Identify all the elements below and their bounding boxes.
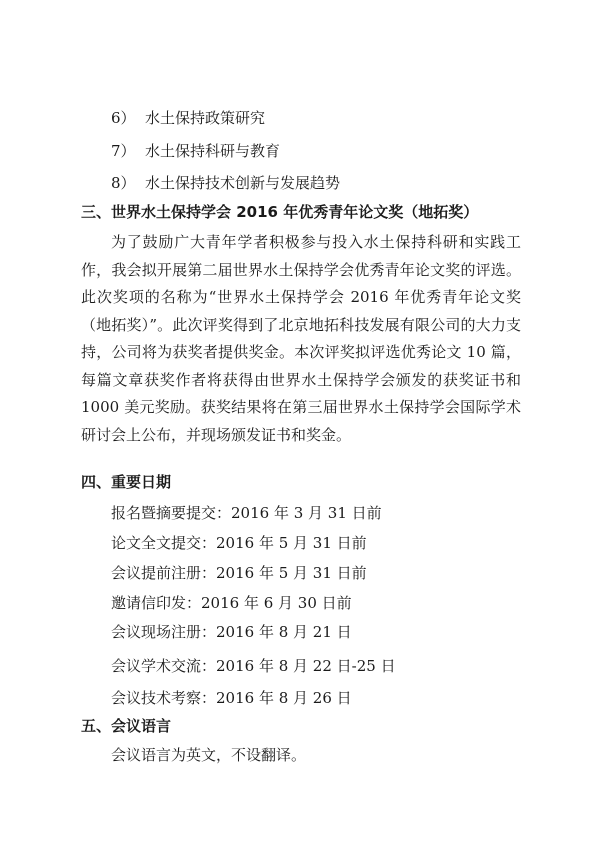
date-item: 报名暨摘要提交：2016 年 3 月 31 日前 — [111, 504, 382, 522]
date-item: 会议现场注册：2016 年 8 月 21 日 — [111, 623, 352, 641]
language-text: 会议语言为英文，不设翻译。 — [111, 746, 307, 764]
topic-number: 8） — [111, 174, 136, 192]
topic-number: 6） — [111, 109, 136, 127]
topic-text: 水土保持技术创新与发展趋势 — [145, 174, 341, 192]
date-item: 论文全文提交：2016 年 5 月 31 日前 — [111, 534, 367, 552]
topic-item — [111, 108, 265, 128]
topic-text: 水土保持科研与教育 — [145, 142, 281, 160]
section-heading-award: 三、世界水土保持学会 2016 年优秀青年论文奖（地拓奖） — [81, 203, 479, 221]
topic-text: 水土保持政策研究 — [145, 109, 266, 127]
section-heading-dates: 四、重要日期 — [81, 473, 172, 491]
topic-number: 7） — [111, 142, 136, 160]
date-item: 会议技术考察：2016 年 8 月 26 日 — [111, 689, 352, 707]
date-item: 会议学术交流：2016 年 8 月 22 日-25 日 — [111, 657, 396, 675]
topic-item — [111, 173, 340, 193]
date-item: 会议提前注册：2016 年 5 月 31 日前 — [111, 564, 367, 582]
date-item: 邀请信印发：2016 年 6 月 30 日前 — [111, 594, 352, 612]
section-heading-language: 五、会议语言 — [81, 717, 172, 735]
topic-item — [111, 141, 280, 161]
award-paragraph: 为了鼓励广大青年学者积极参与投入水土保持科研和实践工作，我会拟开展第二届世界水土保持学会优秀青年论文奖的评选。此次奖项的名称为“世界水土保持学会 2016 年优秀青年论文奖（地拓奖）”。此次评奖得到了北京地拓科技发展有限公司的大力支持，公司将为获奖者提供奖金。本次评奖拟评选优秀论文 10 篇，每篇文章获奖作者将获得由世界水土保持学会颁发的获奖证书和 1000 美元奖励。获奖结果将在第三届世界水土保持学会国际学术研讨会上公布，并现场颁发证书和奖金。 — [81, 233, 521, 444]
